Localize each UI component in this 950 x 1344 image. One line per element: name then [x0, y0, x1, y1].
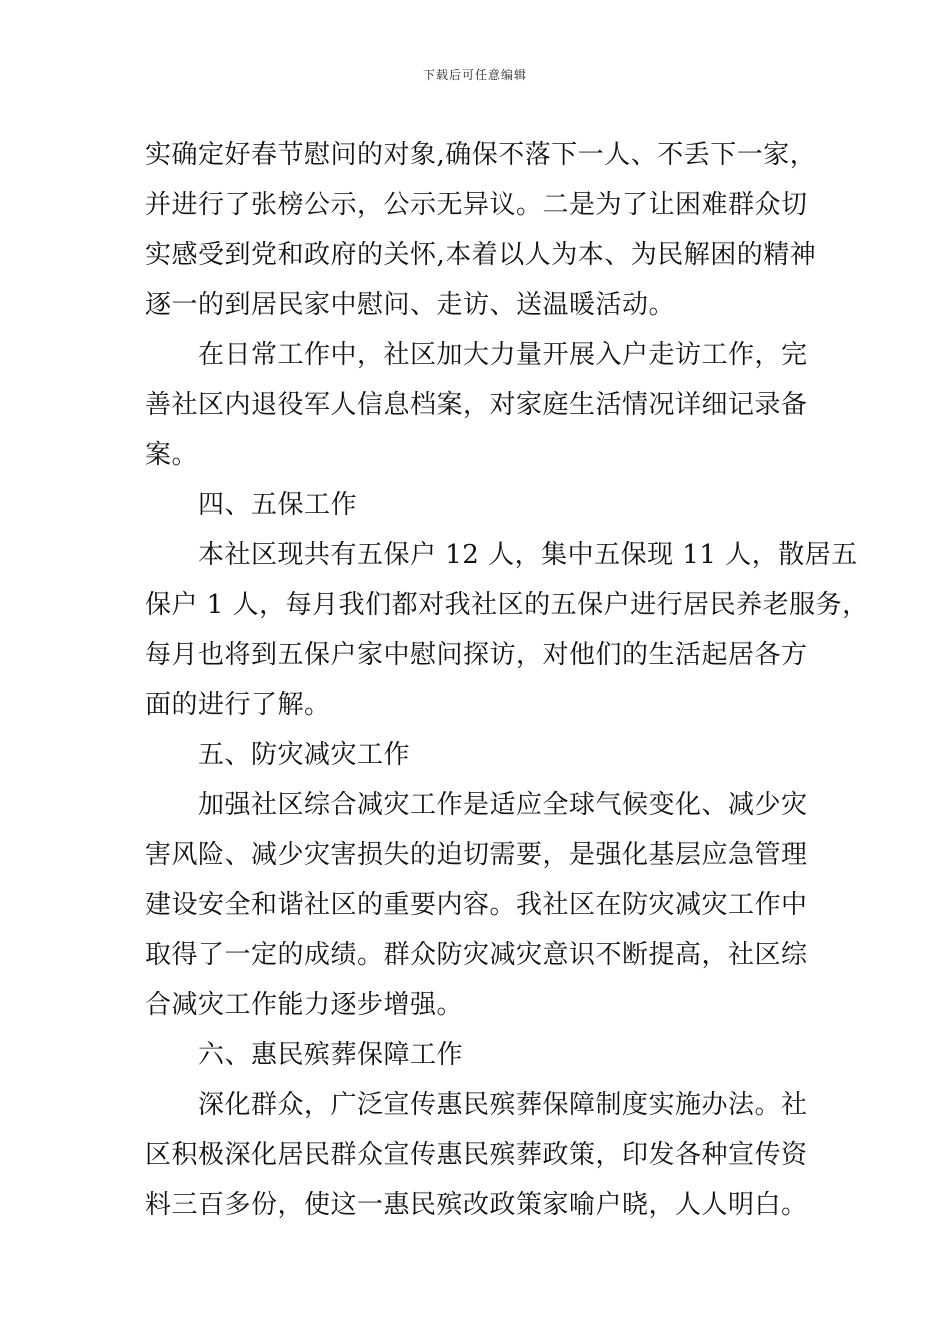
paragraph-line: 案。: [145, 440, 199, 470]
paragraph-line: 实感受到党和政府的关怀,本着以人为本、为民解困的精神: [145, 240, 817, 270]
paragraph-line: 取得了一定的成绩。群众防灾减灾意识不断提高，社区综: [145, 940, 808, 970]
document-body: [145, 130, 869, 1230]
paragraph-line: 合减灾工作能力逐步增强。: [145, 990, 464, 1020]
section-heading: 六、惠民殡葬保障工作: [198, 1040, 464, 1070]
paragraph-line: 在日常工作中，社区加大力量开展入户走访工作，完: [198, 340, 808, 370]
paragraph-line: 并进行了张榜公示，公示无异议。二是为了让困难群众切: [145, 190, 808, 220]
paragraph-line: 深化群众，广泛宣传惠民殡葬保障制度实施办法。社: [198, 1090, 808, 1120]
paragraph-line: 每月也将到五保户家中慰问探访，对他们的生活起居各方: [145, 640, 808, 670]
section-heading: 四、五保工作: [198, 490, 358, 520]
paragraph-line: 保户 1 人，每月我们都对我社区的五保户进行居民养老服务，: [145, 590, 869, 620]
paragraph-line: 区积极深化居民群众宣传惠民殡葬政策，印发各种宣传资: [145, 1140, 808, 1170]
paragraph-line: 料三百多份，使这一惠民殡改政策家喻户晓，人人明白。: [145, 1190, 808, 1220]
page-header: 下载后可任意编辑: [422, 68, 527, 82]
paragraph-line: 实确定好春节慰问的对象,确保不落下一人、不丢下一家，: [145, 140, 817, 170]
section-heading: 五、防灾减灾工作: [198, 740, 411, 770]
paragraph-line: 加强社区综合减灾工作是适应全球气候变化、减少灾: [198, 790, 808, 820]
paragraph-line: 建设安全和谐社区的重要内容。我社区在防灾减灾工作中: [145, 890, 808, 920]
paragraph-line: 面的进行了解。: [145, 690, 331, 720]
paragraph-line: 逐一的到居民家中慰问、走访、送温暖活动。: [145, 290, 676, 320]
paragraph-line: 善社区内退役军人信息档案，对家庭生活情况详细记录备: [145, 390, 808, 420]
paragraph-line: 害风险、减少灾害损失的迫切需要，是强化基层应急管理: [145, 840, 808, 870]
paragraph-line: 本社区现共有五保户 12 人，集中五保现 11 人，散居五: [198, 540, 858, 570]
